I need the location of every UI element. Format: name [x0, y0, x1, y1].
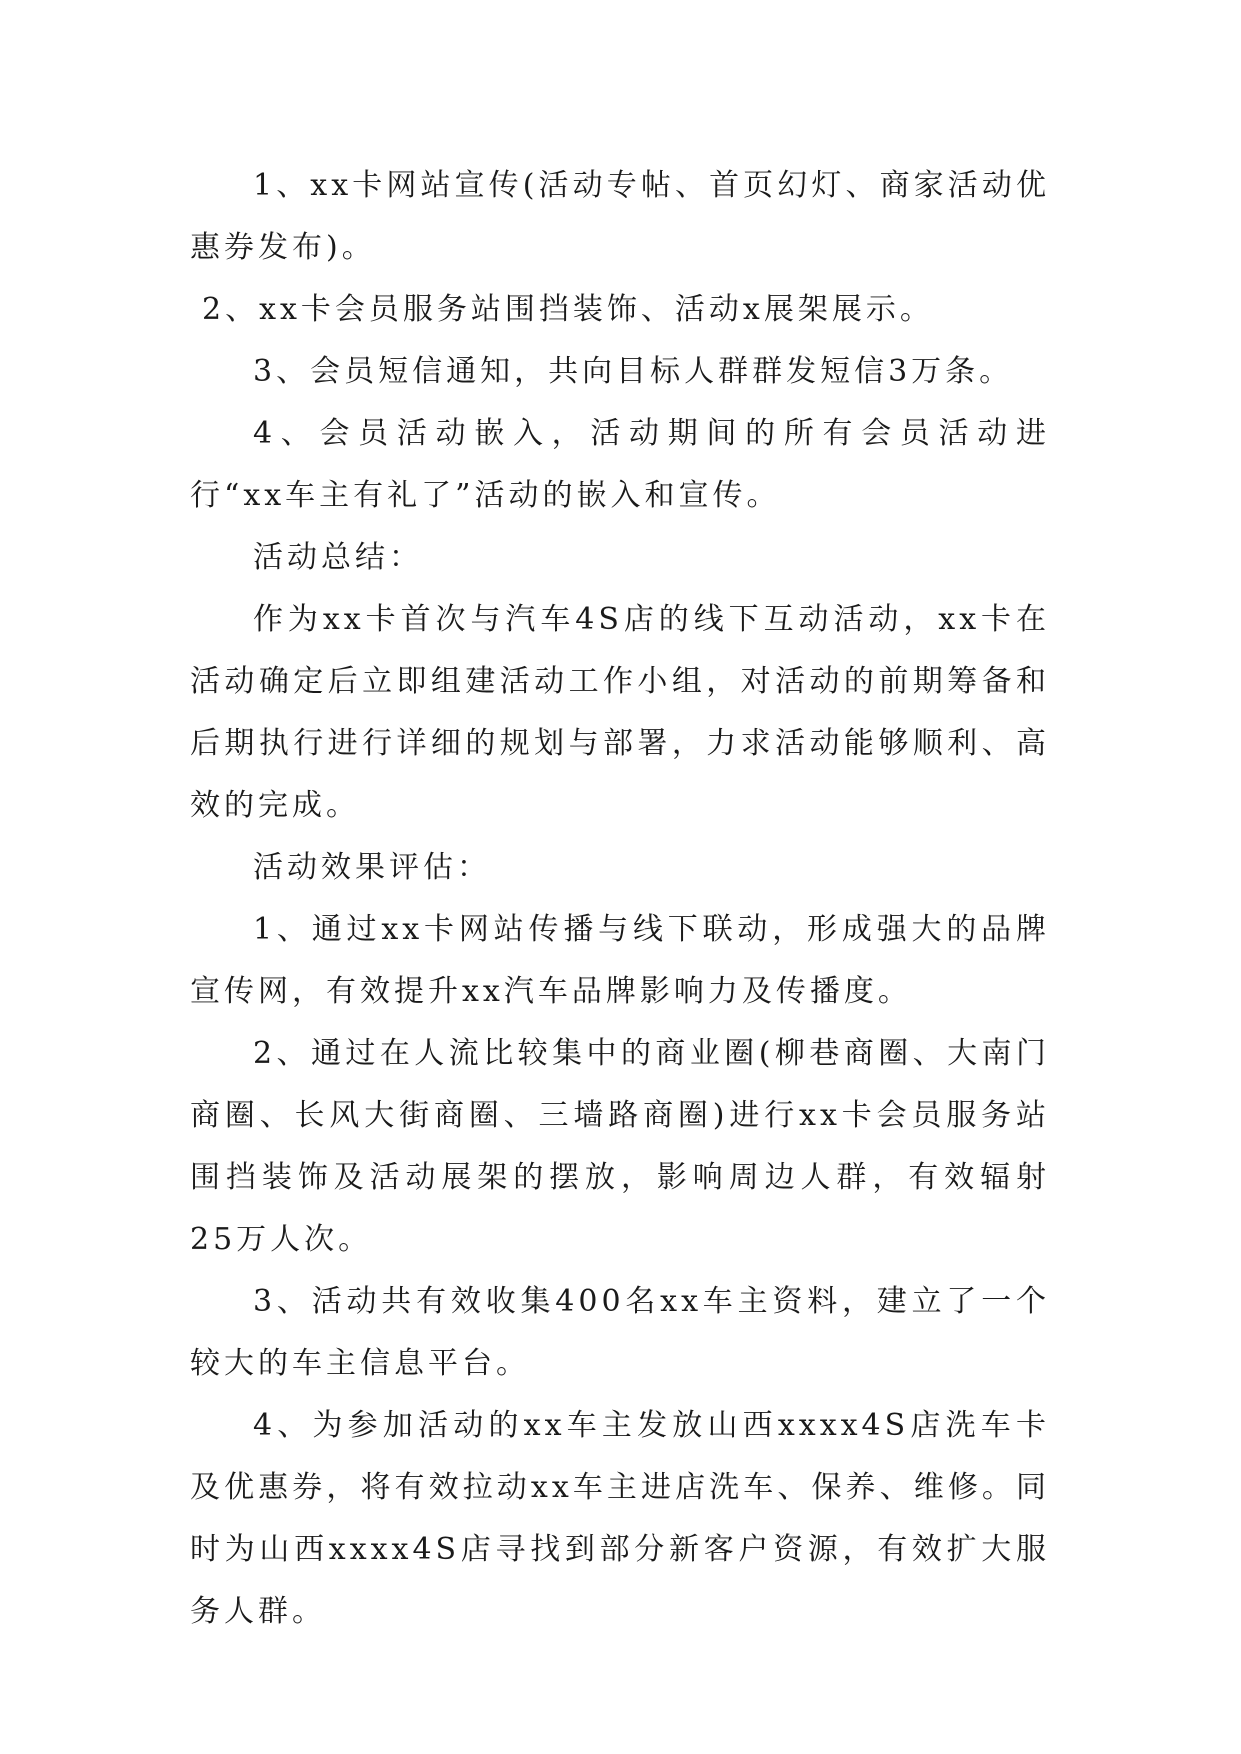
heading-effect-evaluation: 活动效果评估： — [253, 850, 491, 885]
document-body — [190, 155, 1050, 1643]
heading-activity-summary: 活动总结： — [253, 540, 423, 575]
paragraph-promo-website: 1、xx卡网站宣传(活动专帖、首页幻灯、商家活动优惠券发布)。 — [190, 168, 1050, 265]
paragraph-summary: 作为xx卡首次与汽车4S店的线下互动活动，xx卡在活动确定后立即组建活动工作小组，对活动的前期筹备和后期执行进行详细的规划与部署，力求活动能够顺利、高效的完成。 — [190, 602, 1050, 823]
paragraph-promo-station: 2、xx卡会员服务站围挡装饰、活动x展架展示。 — [202, 292, 934, 327]
paragraph-effect-4: 4、为参加活动的xx车主发放山西xxxx4S店洗车卡及优惠券，将有效拉动xx车主进店洗车、保养、维修。同时为山西xxxx4S店寻找到部分新客户资源，有效扩大服务人群。 — [190, 1408, 1050, 1629]
paragraph-effect-3: 3、活动共有效收集400名xx车主资料，建立了一个较大的车主信息平台。 — [190, 1284, 1050, 1381]
paragraph-promo-sms: 3、会员短信通知，共向目标人群群发短信3万条。 — [253, 354, 1014, 389]
paragraph-effect-1: 1、通过xx卡网站传播与线下联动，形成强大的品牌宣传网，有效提升xx汽车品牌影响力及传播度。 — [190, 912, 1050, 1009]
paragraph-promo-embed: 4、会员活动嵌入，活动期间的所有会员活动进行“xx车主有礼了”活动的嵌入和宣传。 — [190, 416, 1050, 513]
paragraph-effect-2: 2、通过在人流比较集中的商业圈(柳巷商圈、大南门商圈、长风大街商圈、三墙路商圈)进行xx卡会员服务站围挡装饰及活动展架的摆放，影响周边人群，有效辐射25万人次。 — [190, 1036, 1050, 1257]
